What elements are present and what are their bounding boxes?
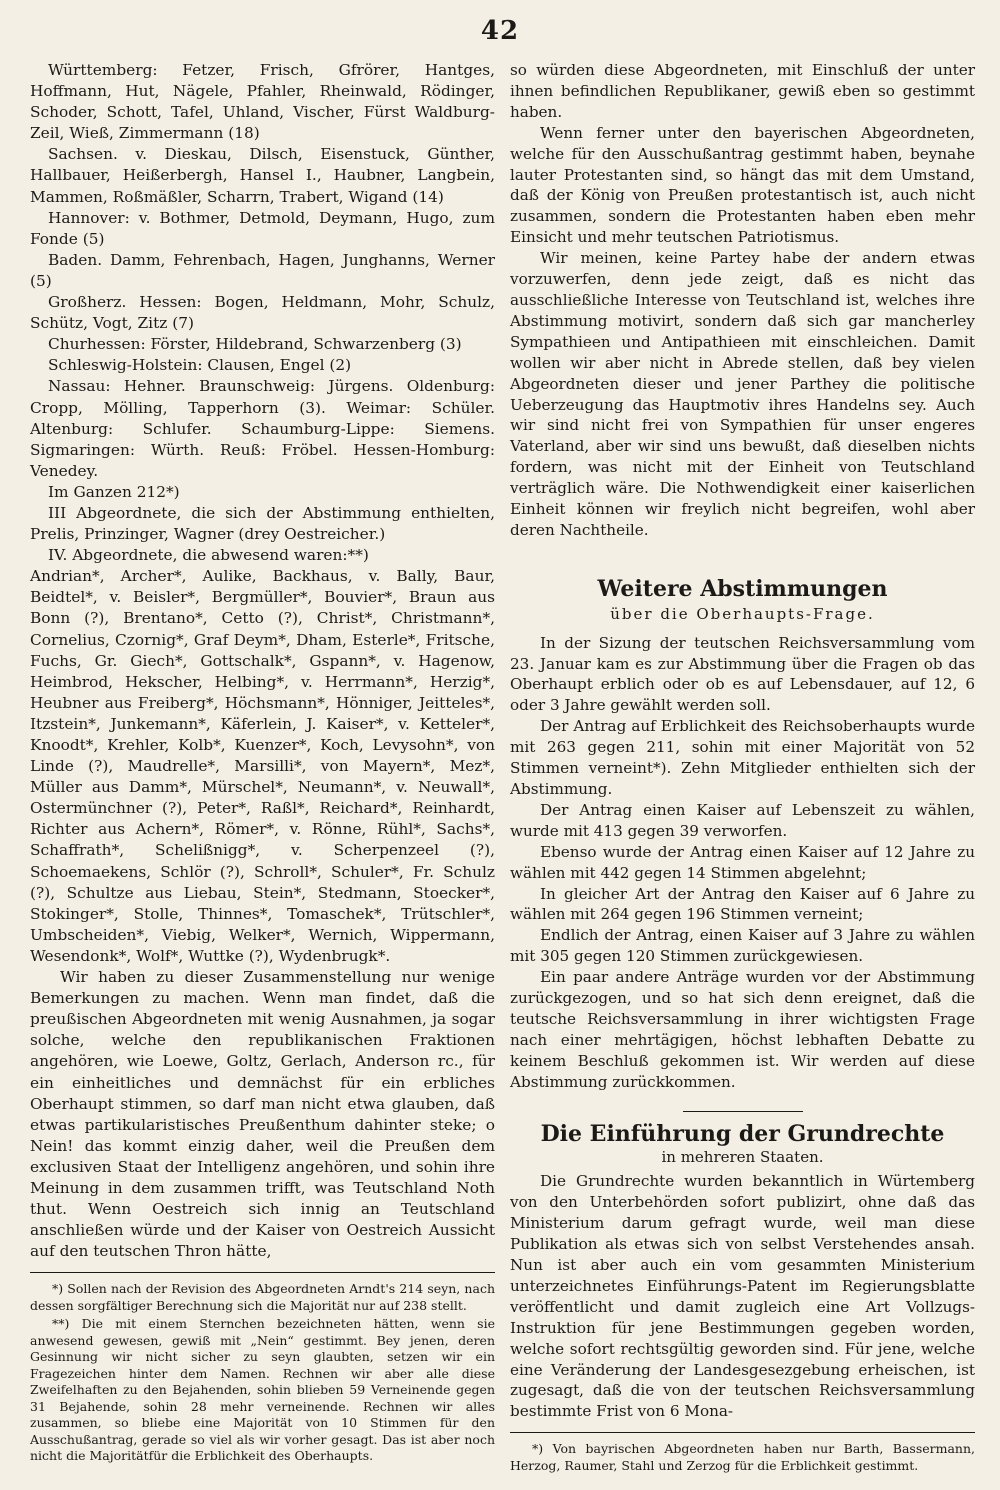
paragraph: Baden. Damm, Fehrenbach, Hagen, Junghanns, Werner (5) [30, 250, 495, 290]
left-column [30, 60, 495, 1467]
paragraph: Ein paar andere Anträge wurden vor der Abstimmung zurückgezogen, und so hat sich denn ereignet, daß die teutsche Reichsversammlung in ihrer wichtigsten Frage nach einer mehrtägigen, höchst lebhaften Debatte zu keinem Beschluß gekommen ist. Wir werden auf diese Abstimmung zurückkommen. [510, 968, 975, 1091]
paragraph-absent-list: Andrian*, Archer*, Aulike, Backhaus, v. Bally, Baur, Beidtel*, v. Beisler*, Bergmüller*, Bouvier*, Braun aus Bonn (?), Brentano*, Cetto (?), Christ*, Christmann*, Cornelius, Czornig*, Graf Deym*, Dham, Esterle*, Fritsche, Fuchs, Gr. Giech*, Gottschalk*, Gspann*, v. Hagenow, Heimbrod, Hekscher, Helbing*, v. Herrmann*, Herzig*, Heubner aus Freiberg*, Höchsmann*, Hönniger, Jeitteles*, Itzstein*, Junkemann*, Käferlein, J. Kaiser*, v. Ketteler*, Knoodt*, Krehler, Kolb*, Kuenzer*, Koch, Levysohn*, von Linde (?), Maudrelle*, Marsilli*, von Mayern*, Mez*, Müller aus Damm*, Mürschel*, Neumann*, v. Neuwall*, Ostermünchner (?), Peter*, Raßl*, Reichard*, Reinhardt, Richter aus Achern*, Römer*, v. Rönne, Rühl*, Sachs*, Schaffrath*, Schelißnigg*, v. Scherpenzeel (?), Schoemaekens, Schlör (?), Schroll*, Schuler*, Fr. Schulz (?), Schultze aus Liebau, Stein*, Stedmann, Stoecker*, Stokinger*, Stolle, Thinnes*, Tomaschek*, Trütschler*, Umbscheiden*, Viebig, Welker*, Wernich, Wippermann, Wesendonk*, Wolf*, Wuttke (?), Wydenbrugk*. [30, 567, 495, 965]
paragraph: Wenn ferner unter den bayerischen Abgeordneten, welche für den Ausschußantrag gestimmt haben, beynahe lauter Protestanten sind, so hängt das mit dem Umstand, daß der König von Preußen protestantisch ist, auch nicht zusammen, sondern die Protestanten haben eben mehr Einsicht und mehr teutschen Patriotismus. [510, 123, 975, 247]
section-divider [683, 1111, 803, 1112]
footnote: **) Die mit einem Sternchen bezeichneten hätten, wenn sie anwesend gewesen, gewiß mit „Nein“ gestimmt. Bey jenen, deren Gesinnung wir nicht sicher zu seyn glaubten, setzen wir ein Fragezeichen hinter dem Namen. Rechnen wir aber alle diese Zweifelhaften zu den Bejahenden, sohin blieben 59 Verneinende gegen 31 Bejahende, sohin 28 mehr verneinende. Rechnen wir alles zusammen, so bliebe eine Majorität von 10 Stimmen für den Ausschußantrag, gerade so viel als wir vorher gesagt. Das ist aber noch nicht die Majoritätfür die Erblichkeit des Oberhaupts. [30, 1316, 495, 1464]
paragraph: Württemberg: Fetzer, Frisch, Gfrörer, Hantges, Hoffmann, Hut, Nägele, Pfahler, Rheinwald, Rödinger, Schoder, Schott, Tafel, Uhland, Vischer, Fürst Waldburg-Zeil, Wieß, Zimmermann (18) [30, 61, 495, 143]
footnote-rule [30, 1272, 495, 1273]
paragraph: Schleswig-Holstein: Clausen, Engel (2) [48, 356, 352, 375]
footnote: *) Sollen nach der Revision des Abgeordneten Arndt's 214 seyn, nach dessen sorgfältiger Berechnung sich die Majorität nur auf 238 stellt. [30, 1281, 495, 1313]
paragraph: Ebenso wurde der Antrag einen Kaiser auf 12 Jahre zu wählen mit 442 gegen 14 Stimmen abgelehnt; [510, 842, 975, 882]
footnote: *) Von bayrischen Abgeordneten haben nur Barth, Bassermann, Herzog, Raumer, Stahl und Zerzog für die Erblichkeit gestimmt. [510, 1441, 975, 1473]
paragraph: Wir meinen, keine Partey habe der andern etwas vorzuwerfen, denn jede zeigt, daß es nicht das ausschließliche Interesse von Teutschland ist, welches ihre Abstimmung motivirt, sondern daß sich gar mancherley Sympathieen und Antipathieen mit einschleichen. Damit wollen wir aber nicht in Abrede stellen, daß bey vielen Abgeordneten dieser und jener Parthey die politische Ueberzeugung das Hauptmotiv ihres Handelns sey. Auch wir sind nicht frei von Sympathien für unser engeres Vaterland, aber wir sind uns bewußt, daß dieselben nichts fordern, was nicht mit der Einheit von Teutschland verträglich wäre. Die Nothwendigkeit einer kaiserlichen Einheit können wir freylich nicht begreifen, wohl aber deren Nachtheile. [510, 249, 975, 539]
paragraph: Der Antrag auf Erblichkeit des Reichsoberhaupts wurde mit 263 gegen 211, sohin mit einer Majorität von 52 Stimmen verneint*). Zehn Mitglieder enthielten sich der Abstimmung. [510, 717, 975, 798]
footnote-rule [510, 1432, 975, 1433]
right-footnotes [510, 1441, 975, 1474]
paragraph: IV. Abgeordnete, die abwesend waren:**) [48, 546, 369, 565]
page-number: 42 [480, 16, 520, 46]
paragraph: III Abgeordnete, die sich der Abstimmung enthielten, Prelis, Prinzinger, Wagner (drey Oestreicher.) [30, 503, 495, 544]
paragraph: Großherz. Hessen: Bogen, Heldmann, Mohr, Schulz, Schütz, Vogt, Zitz (7) [30, 293, 495, 333]
paragraph: Nassau: Hehner. Braunschweig: Jürgens. Oldenburg: Cropp, Mölling, Tapperhorn (3). Weimar: Schüler. Altenburg: Schlufer. Schaumburg-Lippe: Siemens. Sigmaringen: Würth. Reuß: Fröbel. Hessen-Homburg: Venedey. [30, 377, 495, 480]
left-footnotes [30, 1281, 495, 1465]
paragraph: Churhessen: Förster, Hildebrand, Schwarzenberg (3) [48, 335, 462, 354]
section-subheading: in mehreren Staaten. [661, 1147, 824, 1166]
paragraph: Im Ganzen 212*) [48, 482, 180, 501]
paragraph: Endlich der Antrag, einen Kaiser auf 3 Jahre zu wählen mit 305 gegen 120 Stimmen zurückgewiesen. [510, 926, 975, 966]
paragraph: In gleicher Art der Antrag den Kaiser auf 6 Jahre zu wählen mit 264 gegen 196 Stimmen verneint; [510, 884, 975, 924]
paragraph: In der Sizung der teutschen Reichsversammlung vom 23. Januar kam es zur Abstimmung über die Fragen ob das Oberhaupt erblich oder ob es auf Lebensdauer, auf 12, 6 oder 3 Jahre gewählt werden soll. [510, 633, 975, 715]
paragraph: Sachsen. v. Dieskau, Dilsch, Eisenstuck, Günther, Hallbauer, Heißerbergh, Hansel I., Haubner, Langbein, Mammen, Roßmäßler, Scharrn, Trabert, Wigand (14) [30, 145, 495, 206]
section-heading: Die Einführung der Grundrechte [540, 1120, 945, 1147]
section-heading: Weitere Abstimmungen [597, 575, 888, 602]
paragraph: so würden diese Abgeordneten, mit Einschluß der unter ihnen befindlichen Republikaner, gewiß eben so gestimmt haben. [510, 61, 975, 121]
paragraph: Die Grundrechte wurden bekanntlich in Würtemberg von den Unterbehörden sofort publizirt, ohne daß das Ministerium darum gefragt wurde, weil man diese Publikation als etwas sich von selbst Verstehendes ansah. Nun ist aber auch ein vom gesammten Ministerium unterzeichnetes Einführungs-Patent im Regierungsblatte veröffentlicht und damit zugleich eine Art Vollzugs-Instruktion für jene Bestimmungen gegeben worden, welche sofort rechtsgültig geworden sind. Für jene, welche eine Veränderung der Landesgesezgebung erheischen, ist zugesagt, daß die von der teutschen Reichsversammlung bestimmte Frist von 6 Mona- [510, 1172, 975, 1421]
paragraph: Wir haben zu dieser Zusammenstellung nur wenige Bemerkungen zu machen. Wenn man findet, daß die preußischen Abgeordneten mit wenig Ausnahmen, ja sogar solche, welche den republikanischen Fraktionen angehören, wie Loewe, Goltz, Gerlach, Anderson rc., für ein einheitliches und demnächst für ein erbliches Oberhaupt stimmen, so darf man nicht etwa glauben, daß etwas partikularistisches Preußenthum dahinter steke; o Nein! das kommt einzig daher, weil die Preußen dem exclusiven Staat der Intelligenz angehören, und sohin ihre Meinung in dem zusammen trifft, was Teutschland Noth thut. Wenn Oestreich sich innig an Teutschland anschließen würde und der Kaiser von Oestreich Aussicht auf den teutschen Thron hätte, [30, 968, 495, 1261]
paragraph: Hannover: v. Bothmer, Detmold, Deymann, Hugo, zum Fonde (5) [30, 208, 495, 248]
right-column [510, 60, 975, 1476]
paragraph: Der Antrag einen Kaiser auf Lebenszeit zu wählen, wurde mit 413 gegen 39 verworfen. [510, 800, 975, 840]
section-subheading: über die Oberhaupts-Frage. [610, 604, 875, 623]
